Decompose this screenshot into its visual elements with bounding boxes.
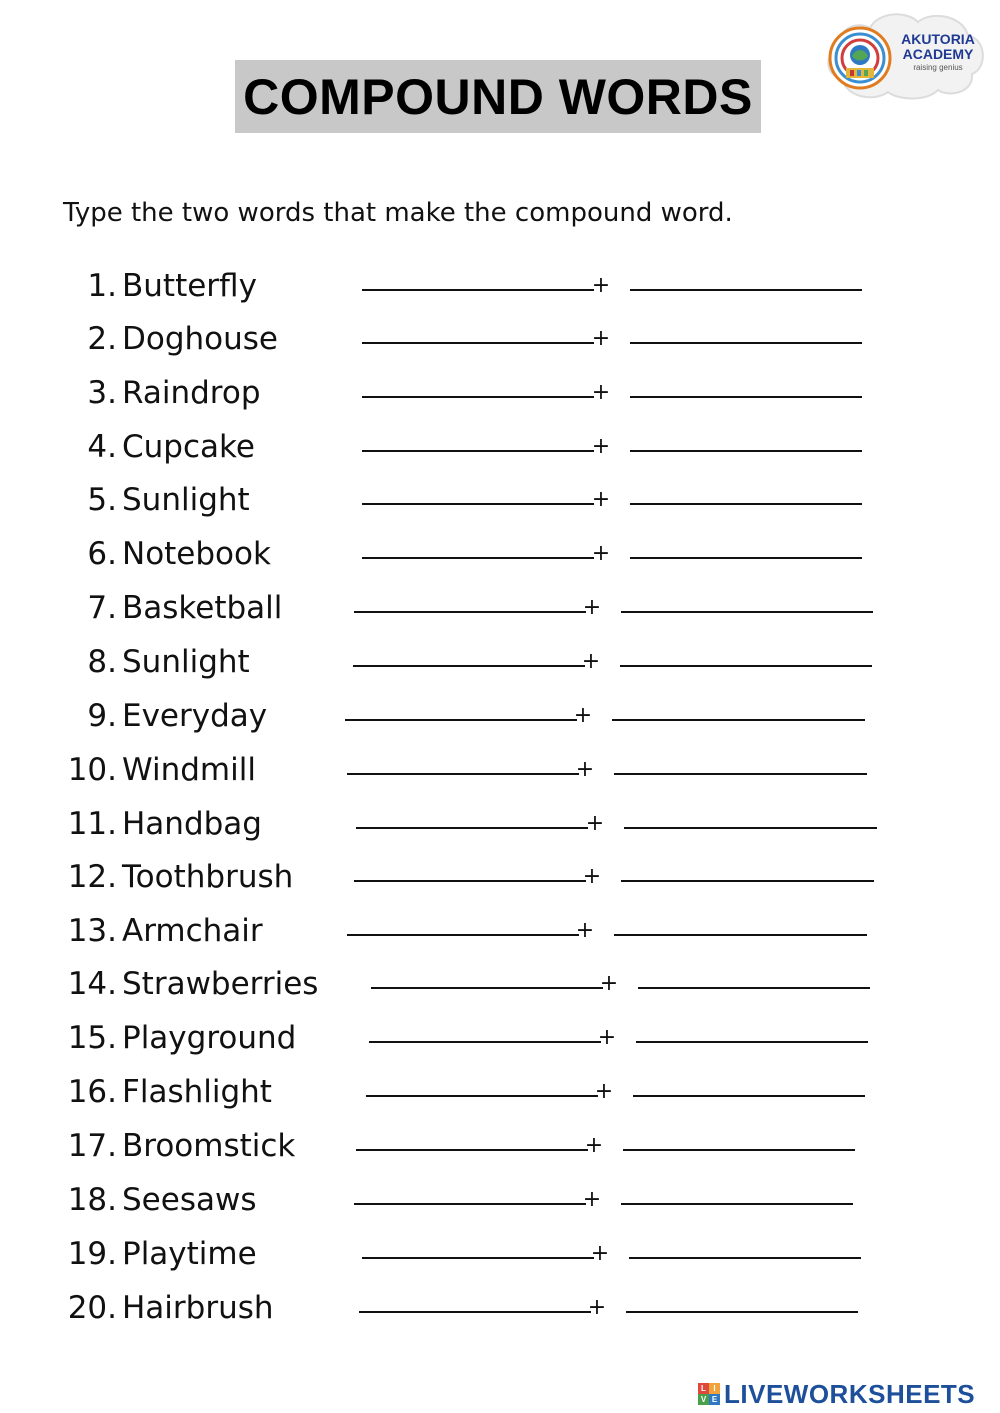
instruction-text: Type the two words that make the compound word. xyxy=(63,198,733,228)
list-item xyxy=(0,1072,1000,1112)
item-number: 20. xyxy=(67,1290,117,1326)
compound-word: Everyday xyxy=(122,698,268,734)
item-number: 4. xyxy=(87,429,117,465)
second-word-blank[interactable] xyxy=(621,880,874,882)
list-item xyxy=(0,804,1000,844)
first-word-blank[interactable] xyxy=(359,1311,591,1313)
first-word-blank[interactable] xyxy=(353,665,585,667)
plus-sign: + xyxy=(591,273,611,298)
list-item xyxy=(0,266,1000,306)
compound-word: Playtime xyxy=(122,1236,257,1272)
plus-sign: + xyxy=(590,1241,610,1266)
first-word-blank[interactable] xyxy=(362,503,594,505)
second-word-blank[interactable] xyxy=(621,1203,853,1205)
compound-word: Sunlight xyxy=(122,644,250,680)
compound-word: Broomstick xyxy=(122,1128,296,1164)
plus-sign: + xyxy=(591,380,611,405)
compound-word: Flashlight xyxy=(122,1074,272,1110)
second-word-blank[interactable] xyxy=(614,773,867,775)
second-word-blank[interactable] xyxy=(614,934,867,936)
badge-letter: V xyxy=(698,1394,709,1405)
item-number: 15. xyxy=(67,1020,117,1056)
list-item xyxy=(0,696,1000,736)
page-title: COMPOUND WORDS xyxy=(235,60,761,133)
compound-word: Armchair xyxy=(122,913,263,949)
logo-name: AKUTORIA ACADEMY xyxy=(901,31,975,62)
plus-sign: + xyxy=(573,703,593,728)
compound-word: Seesaws xyxy=(122,1182,257,1218)
plus-sign: + xyxy=(591,434,611,459)
list-item xyxy=(0,427,1000,467)
list-item xyxy=(0,1288,1000,1328)
second-word-blank[interactable] xyxy=(612,719,865,721)
badge-letter: E xyxy=(709,1394,720,1405)
compound-word: Windmill xyxy=(122,752,256,788)
compound-word: Basketball xyxy=(122,590,283,626)
item-number: 3. xyxy=(87,375,117,411)
second-word-blank[interactable] xyxy=(630,396,862,398)
list-item xyxy=(0,1126,1000,1166)
compound-word: Playground xyxy=(122,1020,297,1056)
item-number: 18. xyxy=(67,1182,117,1218)
second-word-blank[interactable] xyxy=(630,503,862,505)
item-number: 5. xyxy=(87,482,117,518)
first-word-blank[interactable] xyxy=(345,719,577,721)
list-item xyxy=(0,857,1000,897)
item-number: 16. xyxy=(67,1074,117,1110)
list-item xyxy=(0,1180,1000,1220)
first-word-blank[interactable] xyxy=(362,557,594,559)
first-word-blank[interactable] xyxy=(347,934,579,936)
plus-sign: + xyxy=(587,1295,607,1320)
liveworksheets-text: LIVEWORKSHEETS xyxy=(724,1378,976,1409)
first-word-blank[interactable] xyxy=(366,1095,598,1097)
liveworksheets-brand xyxy=(698,1376,975,1412)
second-word-blank[interactable] xyxy=(624,827,877,829)
item-number: 2. xyxy=(87,321,117,357)
plus-sign: + xyxy=(591,326,611,351)
second-word-blank[interactable] xyxy=(633,1095,865,1097)
plus-sign: + xyxy=(585,811,605,836)
plus-sign: + xyxy=(581,649,601,674)
plus-sign: + xyxy=(597,1025,617,1050)
plus-sign: + xyxy=(591,487,611,512)
second-word-blank[interactable] xyxy=(630,342,862,344)
compound-word: Sunlight xyxy=(122,482,250,518)
compound-word: Toothbrush xyxy=(122,859,294,895)
list-item xyxy=(0,750,1000,790)
plus-sign: + xyxy=(575,757,595,782)
item-number: 17. xyxy=(67,1128,117,1164)
first-word-blank[interactable] xyxy=(369,1041,601,1043)
plus-sign: + xyxy=(599,971,619,996)
second-word-blank[interactable] xyxy=(636,1041,868,1043)
item-number: 8. xyxy=(87,644,117,680)
plus-sign: + xyxy=(575,918,595,943)
second-word-blank[interactable] xyxy=(630,289,862,291)
item-number: 9. xyxy=(87,698,117,734)
compound-word: Handbag xyxy=(122,806,262,842)
plus-sign: + xyxy=(584,1133,604,1158)
item-number: 11. xyxy=(67,806,117,842)
first-word-blank[interactable] xyxy=(362,342,594,344)
first-word-blank[interactable] xyxy=(362,289,594,291)
list-item xyxy=(0,964,1000,1004)
plus-sign: + xyxy=(582,595,602,620)
compound-word: Hairbrush xyxy=(122,1290,274,1326)
first-word-blank[interactable] xyxy=(371,987,603,989)
compound-word: Cupcake xyxy=(122,429,255,465)
liveworksheets-badge-icon xyxy=(698,1383,720,1405)
first-word-blank[interactable] xyxy=(356,827,588,829)
compound-word: Raindrop xyxy=(122,375,261,411)
second-word-blank[interactable] xyxy=(630,450,862,452)
first-word-blank[interactable] xyxy=(347,773,579,775)
item-number: 1. xyxy=(87,268,117,304)
first-word-blank[interactable] xyxy=(362,1257,594,1259)
first-word-blank[interactable] xyxy=(356,1149,588,1151)
item-number: 14. xyxy=(67,966,117,1002)
first-word-blank[interactable] xyxy=(354,1203,586,1205)
item-number: 10. xyxy=(67,752,117,788)
second-word-blank[interactable] xyxy=(626,1311,858,1313)
compound-word: Butterfly xyxy=(122,268,257,304)
plus-sign: + xyxy=(594,1079,614,1104)
second-word-blank[interactable] xyxy=(630,557,862,559)
compound-word: Notebook xyxy=(122,536,271,572)
item-number: 13. xyxy=(67,913,117,949)
first-word-blank[interactable] xyxy=(362,450,594,452)
plus-sign: + xyxy=(582,864,602,889)
compound-word: Doghouse xyxy=(122,321,278,357)
second-word-blank[interactable] xyxy=(620,665,872,667)
list-item xyxy=(0,480,1000,520)
second-word-blank[interactable] xyxy=(621,611,873,613)
item-number: 6. xyxy=(87,536,117,572)
item-number: 7. xyxy=(87,590,117,626)
list-item xyxy=(0,534,1000,574)
list-item xyxy=(0,373,1000,413)
first-word-blank[interactable] xyxy=(362,396,594,398)
plus-sign: + xyxy=(582,1187,602,1212)
list-item xyxy=(0,911,1000,951)
list-item xyxy=(0,642,1000,682)
list-item xyxy=(0,1018,1000,1058)
item-number: 12. xyxy=(67,859,117,895)
first-word-blank[interactable] xyxy=(354,880,586,882)
first-word-blank[interactable] xyxy=(354,611,586,613)
badge-letter: L xyxy=(698,1383,709,1394)
list-item xyxy=(0,588,1000,628)
second-word-blank[interactable] xyxy=(629,1257,861,1259)
plus-sign: + xyxy=(591,541,611,566)
list-item xyxy=(0,319,1000,359)
item-number: 19. xyxy=(67,1236,117,1272)
second-word-blank[interactable] xyxy=(623,1149,855,1151)
list-item xyxy=(0,1234,1000,1274)
badge-letter: I xyxy=(709,1383,720,1394)
logo-tagline: raising genius xyxy=(913,63,963,72)
compound-word: Strawberries xyxy=(122,966,319,1002)
second-word-blank[interactable] xyxy=(638,987,870,989)
